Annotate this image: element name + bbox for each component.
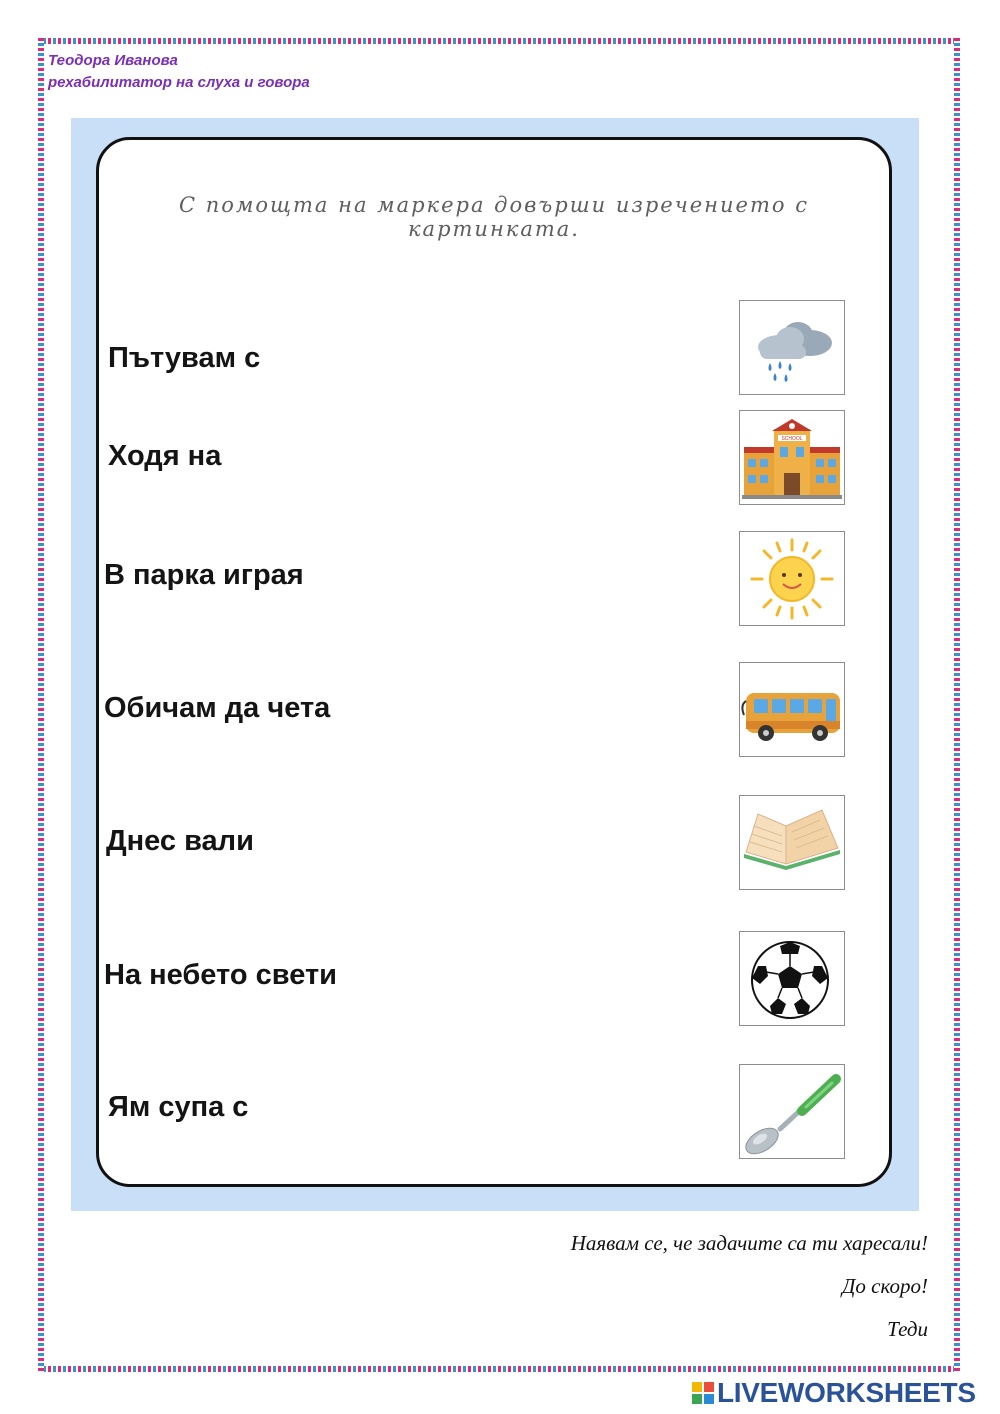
sentence-3[interactable]: В парка играя [104,559,304,591]
book-icon [740,796,844,889]
picture-bus[interactable] [739,662,845,757]
svg-text:SCHOOL: SCHOOL [781,436,803,442]
picture-book[interactable] [739,795,845,890]
sentence-2[interactable]: Ходя на [108,440,222,472]
author-header [48,50,310,94]
page-border-right [954,38,960,1372]
school-icon [740,411,844,504]
spoon-icon [740,1065,844,1158]
author-role: рехабилитатор на слуха и говора [48,74,310,91]
picture-rain-cloud[interactable] [739,300,845,395]
page-border-bottom [38,1366,960,1372]
sentence-7[interactable]: Ям супа с [108,1091,249,1123]
liveworksheets-logo-icon [692,1382,714,1404]
closing-message: Наявам се, че задачите са ти харесали! [570,1231,928,1255]
sentence-4[interactable]: Обичам да чета [104,692,331,724]
brand-name: LIVEWORKSHEETS [717,1377,976,1408]
picture-school[interactable] [739,410,845,505]
picture-sun[interactable] [739,531,845,626]
page-border-left [38,38,44,1372]
closing-goodbye: До скоро! [842,1274,928,1298]
author-name: Теодора Иванова [48,52,178,69]
rain-cloud-icon [740,301,844,394]
closing-signature: Теди [887,1317,928,1341]
page-border-top [38,38,960,44]
sentence-1[interactable]: Пътувам с [108,342,261,374]
sun-icon [740,532,844,625]
worksheet-instruction: С помощта на маркера довърши изречението с картинката. [179,193,809,241]
picture-soccer-ball[interactable] [739,931,845,1026]
sentence-5[interactable]: Днес вали [106,825,254,857]
picture-spoon[interactable] [739,1064,845,1159]
liveworksheets-brand[interactable] [692,1376,976,1410]
soccer-ball-icon [740,932,844,1025]
sentence-6[interactable]: На небето свети [104,959,337,991]
bus-icon [740,663,844,756]
